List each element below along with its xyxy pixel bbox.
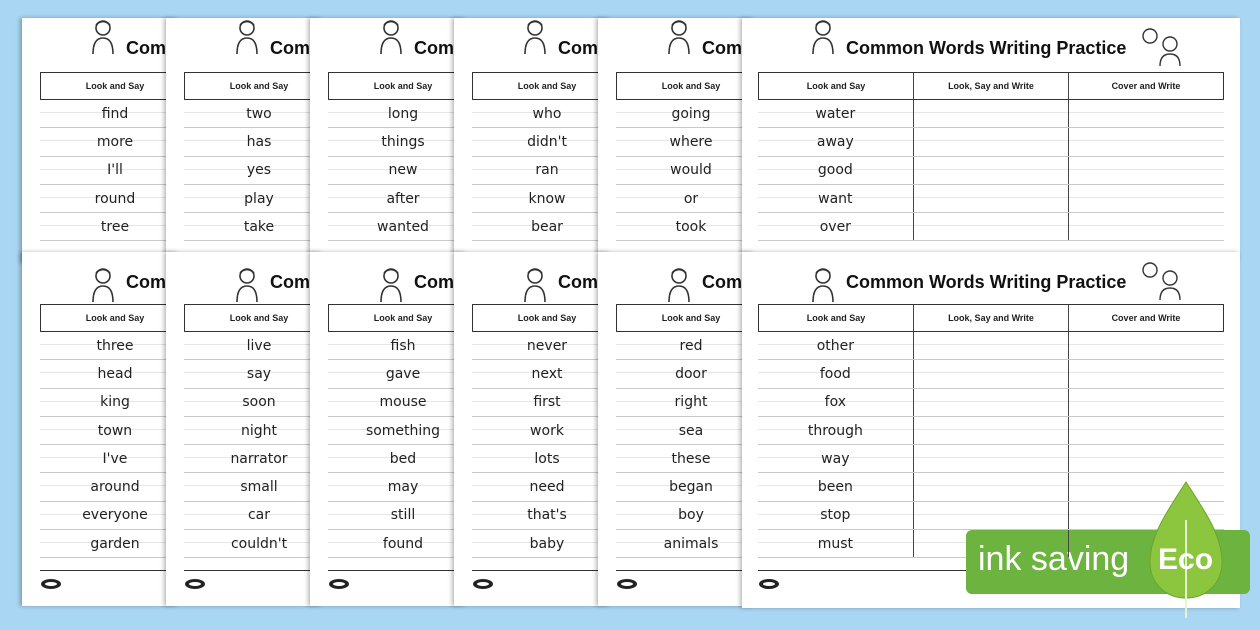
cover-cell bbox=[1068, 389, 1224, 416]
child-icon bbox=[376, 266, 406, 302]
word: need bbox=[529, 479, 565, 496]
column-header-look-and-say: Look and Say bbox=[517, 81, 577, 91]
worksheet-title: Com bbox=[414, 38, 454, 58]
table-row bbox=[328, 389, 466, 417]
table-row bbox=[328, 473, 466, 501]
worksheet-page bbox=[22, 252, 178, 606]
worksheet-page bbox=[310, 18, 466, 263]
table-row bbox=[472, 530, 610, 558]
word: began bbox=[669, 479, 713, 496]
table-row bbox=[758, 360, 1224, 388]
worksheet-page bbox=[310, 252, 466, 606]
worksheet-title: Com bbox=[270, 272, 310, 292]
publisher-logo-icon bbox=[40, 578, 62, 590]
word: work bbox=[530, 422, 564, 439]
word: new bbox=[388, 162, 418, 179]
table-row bbox=[472, 502, 610, 530]
table-row bbox=[184, 128, 322, 156]
word: something bbox=[365, 422, 441, 439]
table-row bbox=[328, 530, 466, 558]
table-row bbox=[328, 360, 466, 388]
table-row bbox=[328, 417, 466, 445]
word: never bbox=[526, 337, 568, 354]
word: want bbox=[818, 190, 853, 207]
table-row bbox=[40, 473, 178, 501]
child-icon bbox=[808, 18, 838, 54]
word: red bbox=[679, 337, 703, 354]
table-row bbox=[40, 332, 178, 360]
word: ran bbox=[535, 162, 559, 179]
word: door bbox=[675, 365, 707, 382]
write-cell bbox=[913, 502, 1069, 529]
word: may bbox=[387, 479, 419, 496]
word: king bbox=[100, 394, 130, 411]
write-cell bbox=[913, 213, 1069, 240]
cover-cell bbox=[1068, 100, 1224, 127]
publisher-logo-icon bbox=[472, 578, 494, 590]
word: still bbox=[390, 507, 416, 524]
table-row bbox=[472, 389, 610, 417]
cover-cell bbox=[1068, 185, 1224, 212]
table-row bbox=[184, 417, 322, 445]
column-header-cover-write: Cover and Write bbox=[1068, 73, 1223, 99]
table-row bbox=[328, 502, 466, 530]
table-row bbox=[616, 185, 754, 213]
word: water bbox=[815, 105, 856, 122]
child-icon bbox=[232, 266, 262, 302]
table-row bbox=[472, 417, 610, 445]
table-row bbox=[184, 530, 322, 558]
table-row bbox=[40, 502, 178, 530]
worksheet-page bbox=[742, 252, 1240, 608]
word: first bbox=[533, 394, 561, 411]
table-row bbox=[616, 100, 754, 128]
table-row bbox=[184, 100, 322, 128]
worksheet-page bbox=[454, 18, 610, 263]
publisher-logo-icon bbox=[184, 578, 206, 590]
thinking-child-icon bbox=[1142, 260, 1186, 300]
worksheet-title: Com bbox=[414, 272, 454, 292]
table-row bbox=[184, 473, 322, 501]
column-header-look-and-say: Look and Say bbox=[517, 313, 577, 323]
word: sea bbox=[678, 422, 704, 439]
publisher-logo-icon bbox=[616, 578, 638, 590]
word: small bbox=[240, 479, 278, 496]
word: everyone bbox=[82, 507, 148, 524]
word: would bbox=[670, 162, 712, 179]
table-row bbox=[616, 445, 754, 473]
column-header-look-say-write: Look, Say and Write bbox=[913, 305, 1068, 331]
table-row bbox=[758, 332, 1224, 360]
word: other bbox=[816, 337, 854, 354]
footer-rule bbox=[616, 570, 754, 571]
table-row bbox=[328, 332, 466, 360]
table-row bbox=[328, 185, 466, 213]
word: through bbox=[807, 422, 863, 439]
table-row bbox=[328, 213, 466, 241]
write-cell bbox=[913, 417, 1069, 444]
table-row bbox=[40, 128, 178, 156]
table-row bbox=[40, 213, 178, 241]
write-cell bbox=[913, 100, 1069, 127]
column-header-look-and-say: Look and Say bbox=[661, 81, 721, 91]
child-icon bbox=[88, 266, 118, 302]
word: round bbox=[94, 190, 136, 207]
word: found bbox=[382, 535, 424, 552]
table-row bbox=[758, 473, 1224, 501]
table-row bbox=[40, 360, 178, 388]
word: that's bbox=[527, 507, 567, 524]
word: yes bbox=[246, 162, 272, 179]
word: where bbox=[669, 133, 713, 150]
word: I'll bbox=[107, 162, 123, 179]
table-row bbox=[328, 100, 466, 128]
word: these bbox=[671, 450, 711, 467]
word: who bbox=[532, 105, 562, 122]
word: find bbox=[101, 105, 129, 122]
word: things bbox=[381, 133, 425, 150]
word: bear bbox=[531, 218, 563, 235]
word: car bbox=[247, 507, 271, 524]
table-row bbox=[472, 100, 610, 128]
table-row bbox=[40, 389, 178, 417]
table-row bbox=[616, 389, 754, 417]
worksheet-page bbox=[598, 18, 754, 263]
word: garden bbox=[90, 535, 140, 552]
table-row bbox=[184, 185, 322, 213]
word: over bbox=[819, 218, 851, 235]
table-row bbox=[758, 213, 1224, 241]
table-row bbox=[616, 157, 754, 185]
child-icon bbox=[376, 18, 406, 54]
word: mouse bbox=[379, 394, 427, 411]
footer-rule bbox=[40, 570, 178, 571]
word: boy bbox=[678, 507, 704, 524]
table-row bbox=[472, 473, 610, 501]
word: right bbox=[674, 394, 708, 411]
table-row bbox=[184, 360, 322, 388]
child-icon bbox=[520, 266, 550, 302]
write-cell bbox=[913, 185, 1069, 212]
table-row bbox=[472, 332, 610, 360]
table-row bbox=[616, 502, 754, 530]
column-header-look-and-say: Look and Say bbox=[373, 81, 433, 91]
worksheet-title: Com bbox=[702, 38, 742, 58]
cover-cell bbox=[1068, 530, 1224, 557]
child-icon bbox=[808, 266, 838, 302]
table-row bbox=[328, 128, 466, 156]
write-cell bbox=[913, 445, 1069, 472]
column-header-look-and-say: Look and Say bbox=[85, 313, 145, 323]
worksheet-title: Common Words Writing Practice bbox=[846, 272, 1127, 292]
word: way bbox=[821, 450, 850, 467]
child-icon bbox=[232, 18, 262, 54]
word: I've bbox=[102, 450, 128, 467]
table-row bbox=[184, 332, 322, 360]
thinking-child-icon bbox=[1142, 26, 1186, 66]
child-icon bbox=[664, 18, 694, 54]
cover-cell bbox=[1068, 128, 1224, 155]
word: live bbox=[246, 337, 272, 354]
word: has bbox=[246, 133, 272, 150]
write-cell bbox=[913, 360, 1069, 387]
footer-rule bbox=[472, 570, 610, 571]
cover-cell bbox=[1068, 417, 1224, 444]
table-row bbox=[184, 213, 322, 241]
eco-label: Eco bbox=[1158, 543, 1214, 576]
table-row bbox=[184, 389, 322, 417]
worksheet-page bbox=[166, 252, 322, 606]
word: didn't bbox=[527, 133, 567, 150]
column-header-look-and-say: Look and Say bbox=[661, 313, 721, 323]
word: good bbox=[817, 162, 853, 179]
word: head bbox=[97, 365, 133, 382]
word: or bbox=[683, 190, 699, 207]
write-cell bbox=[913, 473, 1069, 500]
table-row bbox=[758, 389, 1224, 417]
column-header-look-and-say: Look and Say bbox=[229, 313, 289, 323]
table-row bbox=[472, 128, 610, 156]
worksheet-title: Com bbox=[270, 38, 310, 58]
word: animals bbox=[663, 535, 719, 552]
table-row bbox=[758, 417, 1224, 445]
word: going bbox=[671, 105, 711, 122]
table-row bbox=[758, 445, 1224, 473]
word: baby bbox=[529, 535, 565, 552]
word: stop bbox=[820, 507, 851, 524]
table-row bbox=[616, 213, 754, 241]
word: know bbox=[528, 190, 566, 207]
table-row bbox=[40, 445, 178, 473]
word: next bbox=[531, 365, 563, 382]
word: couldn't bbox=[230, 535, 288, 552]
word: more bbox=[96, 133, 134, 150]
worksheet-page bbox=[166, 18, 322, 263]
word: lots bbox=[534, 450, 560, 467]
word: bed bbox=[389, 450, 417, 467]
table-row bbox=[758, 185, 1224, 213]
child-icon bbox=[88, 18, 118, 54]
worksheet-page bbox=[22, 18, 178, 263]
worksheet-title: Common Words Writing Practice bbox=[846, 38, 1127, 58]
table-row bbox=[472, 213, 610, 241]
word: gave bbox=[385, 365, 421, 382]
word: away bbox=[816, 133, 854, 150]
word: long bbox=[387, 105, 419, 122]
word: wanted bbox=[377, 218, 429, 235]
column-header-look-and-say: Look and Say bbox=[85, 81, 145, 91]
table-row bbox=[184, 502, 322, 530]
table-row bbox=[472, 185, 610, 213]
table-row bbox=[758, 157, 1224, 185]
table-row bbox=[758, 530, 1224, 558]
worksheet-page bbox=[454, 252, 610, 606]
word: play bbox=[244, 190, 274, 207]
table-row bbox=[40, 157, 178, 185]
footer-rule bbox=[184, 570, 322, 571]
write-cell bbox=[913, 530, 1069, 557]
column-header-cover-write: Cover and Write bbox=[1068, 305, 1223, 331]
write-cell bbox=[913, 332, 1069, 359]
table-row bbox=[328, 157, 466, 185]
worksheet-title: Com bbox=[126, 272, 166, 292]
cover-cell bbox=[1068, 445, 1224, 472]
word: must bbox=[817, 535, 853, 552]
cover-cell bbox=[1068, 473, 1224, 500]
word: been bbox=[817, 479, 853, 496]
table-row bbox=[40, 417, 178, 445]
worksheet-page bbox=[742, 18, 1240, 263]
table-row bbox=[616, 417, 754, 445]
word: soon bbox=[242, 394, 276, 411]
column-header-look-and-say: Look and Say bbox=[806, 313, 866, 323]
worksheet-title: Com bbox=[126, 38, 166, 58]
word: after bbox=[386, 190, 420, 207]
table-row bbox=[184, 445, 322, 473]
publisher-logo-icon bbox=[328, 578, 350, 590]
table-row bbox=[328, 445, 466, 473]
table-row bbox=[758, 128, 1224, 156]
worksheet-page bbox=[598, 252, 754, 606]
publisher-logo-icon bbox=[758, 578, 780, 590]
write-cell bbox=[913, 128, 1069, 155]
table-row bbox=[758, 502, 1224, 530]
word: food bbox=[819, 365, 851, 382]
write-cell bbox=[913, 389, 1069, 416]
table-row bbox=[616, 530, 754, 558]
column-header-look-and-say: Look and Say bbox=[806, 81, 866, 91]
table-row bbox=[40, 100, 178, 128]
ink-saving-label: ink saving bbox=[978, 540, 1130, 578]
word: around bbox=[90, 479, 140, 496]
worksheet-title: Com bbox=[558, 38, 598, 58]
table-row bbox=[616, 128, 754, 156]
column-header-look-say-write: Look, Say and Write bbox=[913, 73, 1068, 99]
word: tree bbox=[100, 218, 130, 235]
table-row bbox=[184, 157, 322, 185]
cover-cell bbox=[1068, 360, 1224, 387]
table-row bbox=[40, 530, 178, 558]
footer-rule bbox=[328, 570, 466, 571]
table-row bbox=[616, 332, 754, 360]
cover-cell bbox=[1068, 213, 1224, 240]
word: say bbox=[246, 365, 272, 382]
column-header-look-and-say: Look and Say bbox=[229, 81, 289, 91]
child-icon bbox=[520, 18, 550, 54]
cover-cell bbox=[1068, 332, 1224, 359]
table-row bbox=[616, 360, 754, 388]
table-row bbox=[40, 185, 178, 213]
child-icon bbox=[664, 266, 694, 302]
write-cell bbox=[913, 157, 1069, 184]
word: night bbox=[240, 422, 277, 439]
word: took bbox=[675, 218, 707, 235]
column-header-look-and-say: Look and Say bbox=[373, 313, 433, 323]
word: take bbox=[243, 218, 275, 235]
table-row bbox=[472, 360, 610, 388]
worksheet-title: Com bbox=[558, 272, 598, 292]
cover-cell bbox=[1068, 502, 1224, 529]
word: three bbox=[96, 337, 134, 354]
word: town bbox=[97, 422, 133, 439]
word: fish bbox=[390, 337, 416, 354]
word: fox bbox=[824, 394, 847, 411]
table-row bbox=[472, 157, 610, 185]
table-row bbox=[616, 473, 754, 501]
worksheet-title: Com bbox=[702, 272, 742, 292]
word: narrator bbox=[230, 450, 288, 467]
cover-cell bbox=[1068, 157, 1224, 184]
table-row bbox=[758, 100, 1224, 128]
word: two bbox=[246, 105, 272, 122]
table-row bbox=[472, 445, 610, 473]
